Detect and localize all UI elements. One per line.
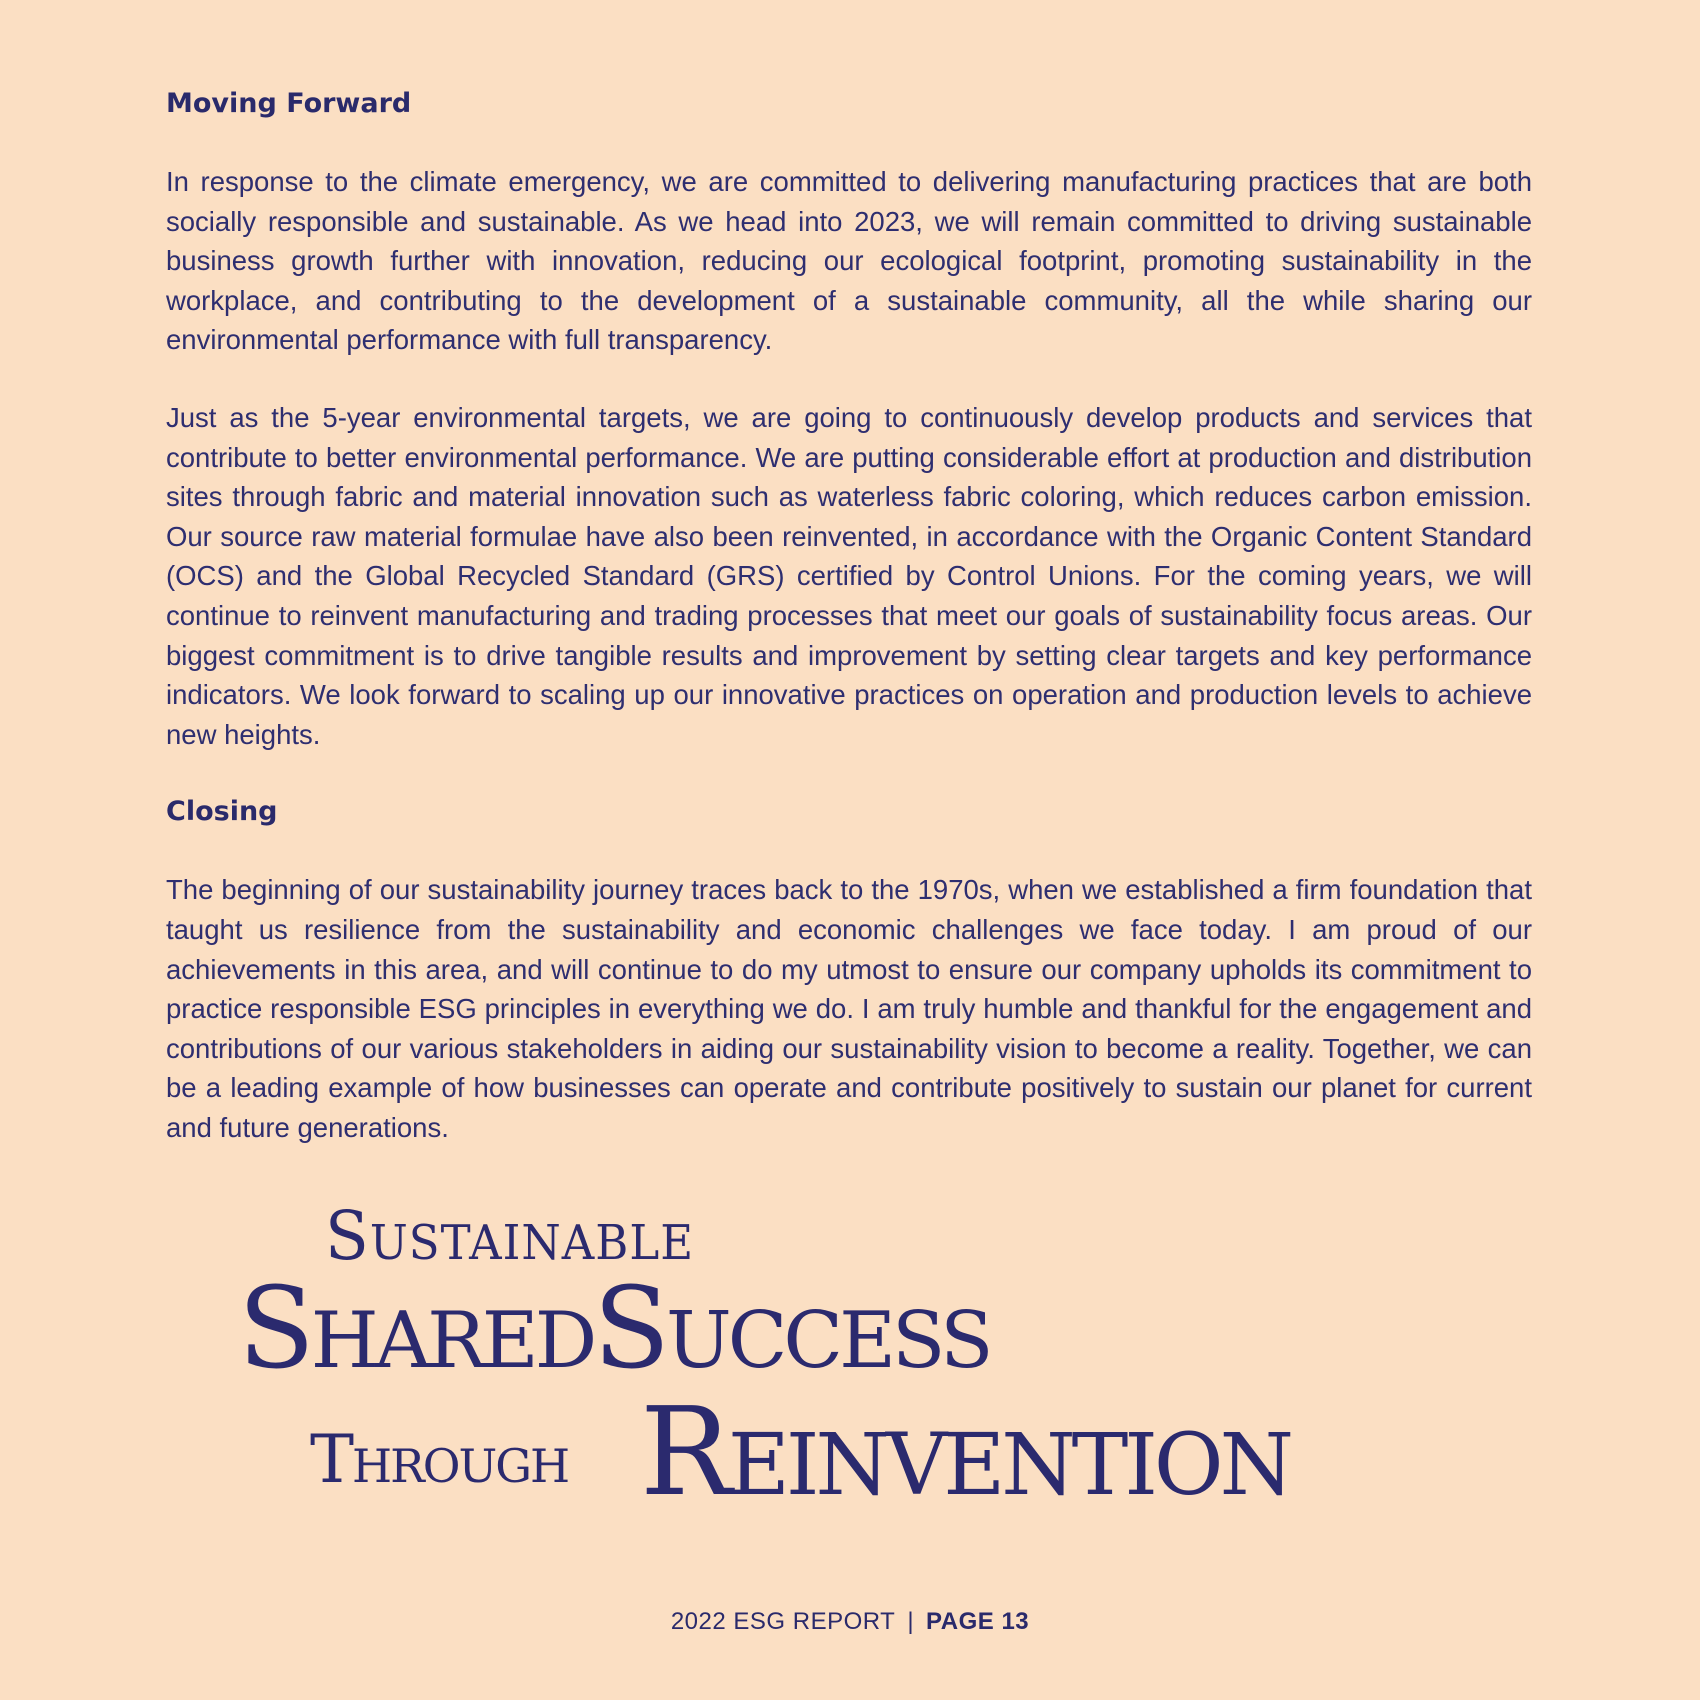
page-number: PAGE 13 xyxy=(926,1608,1030,1635)
slogan-line-through: Through xyxy=(310,1421,569,1498)
report-title: 2022 ESG REPORT xyxy=(670,1608,896,1635)
paragraph: Just as the 5-year environmental targets, we are going to continuously develop products and services that contribute to better environmental performance. We are putting considerable effort at production and distribution sites through fabric and material innovation such as waterless fabric coloring, which reduces carbon emission. Our source raw material formulae have also been reinvented, in accordance with the Organic Content Standard (OCS) and the Global Recycled Standard (GRS) certified by Control Unions. For the coming years, we will continue to reinvent manufacturing and trading processes that meet our goals of sustainability focus areas. Our biggest commitment is to drive tangible results and improvement by setting clear targets and key performance indicators. We look forward to scaling up our innovative practices on operation and production levels to achieve new heights. xyxy=(166,401,1532,750)
section-closing xyxy=(166,792,1532,1147)
footer-separator: | xyxy=(907,1608,915,1635)
page-footer xyxy=(0,1608,1700,1636)
paragraph: In response to the climate emergency, we are committed to delivering manufacturing practices that are both socially responsible and sustainable. As we head into 2023, we will remain committed to driving sustainable business growth further with innovation, reducing our ecological footprint, promoting sustainability in the workplace, and contributing to the development of a sustainable community, all the while sharing our environmental performance with full transparency. xyxy=(166,166,1532,356)
main-content xyxy=(166,84,1532,1185)
slogan-line-shared-success: SharedSuccess xyxy=(238,1264,990,1394)
slogan-line-sustainable: Sustainable xyxy=(325,1198,695,1276)
section-heading: Moving Forward xyxy=(166,88,412,119)
slogan-line-reinvention: Reinvention xyxy=(640,1381,1290,1523)
slogan-logo xyxy=(220,1198,1520,1565)
section-moving-forward xyxy=(166,84,1532,754)
paragraph: The beginning of our sustainability journey traces back to the 1970s, when we established a firm foundation that taught us resilience from the sustainability and economic challenges we face today. I am proud of our achievements in this area, and will continue to do my utmost to ensure our company upholds its commitment to practice responsible ESG principles in everything we do. I am truly humble and thankful for the engagement and contributions of our various stakeholders in aiding our sustainability vision to become a reality. Together, we can be a leading example of how businesses can operate and contribute positively to sustain our planet for current and future generations. xyxy=(166,874,1532,1143)
section-heading: Closing xyxy=(166,796,278,828)
